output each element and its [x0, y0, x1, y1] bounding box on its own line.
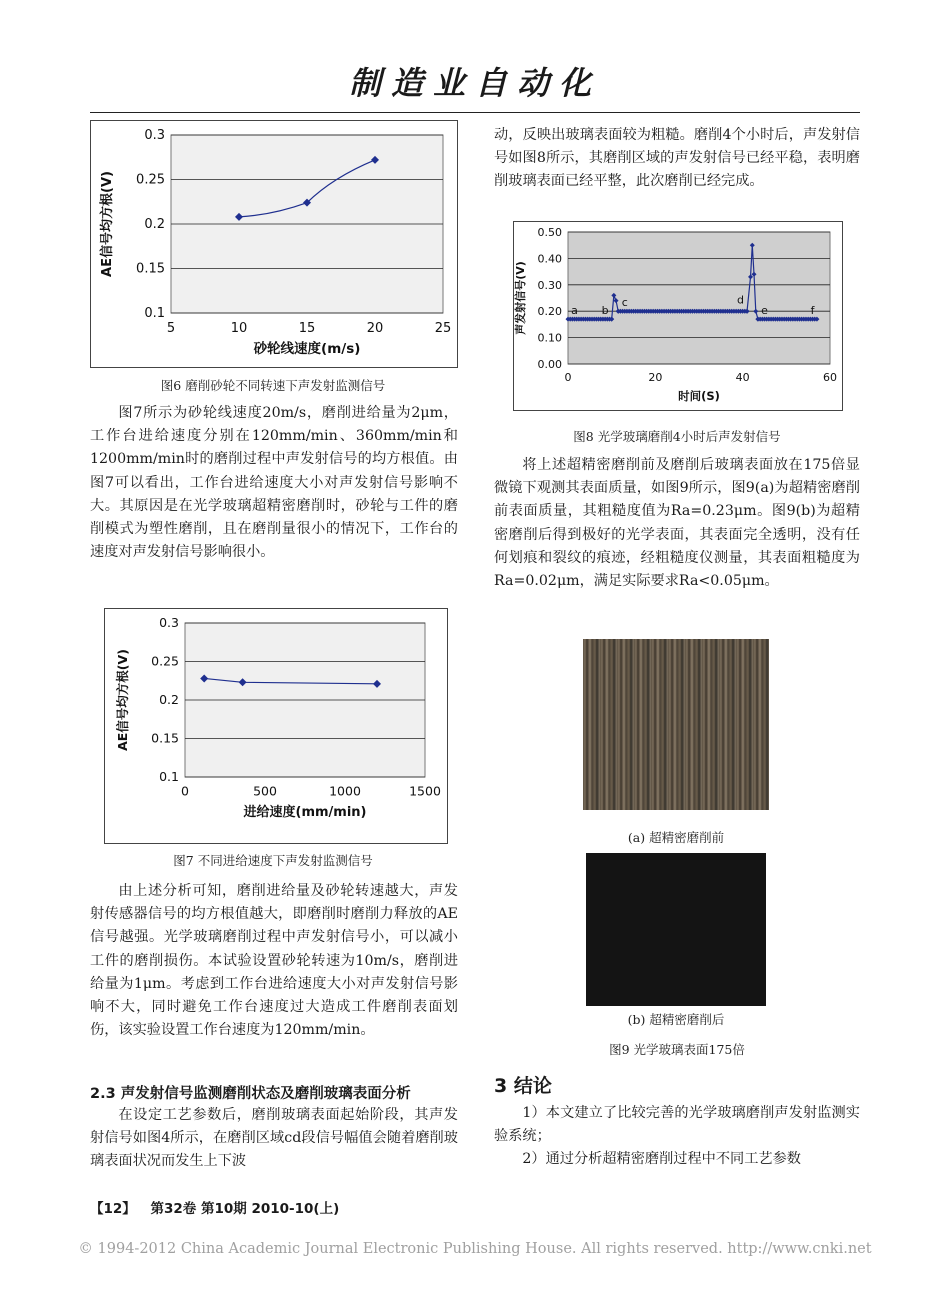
y-tick-label: 0.40	[537, 252, 562, 266]
x-tick-label: 40	[735, 371, 750, 384]
y-tick-label: 0.15	[151, 730, 179, 746]
figure8-chart	[513, 221, 843, 411]
figure9-sub-b: (b) 超精密磨削后	[627, 1012, 725, 1027]
plot-area	[568, 232, 830, 364]
conclusion-2: 2）通过分析超精密磨削过程中不同工艺参数	[522, 1151, 801, 1167]
y-tick-label: 0.50	[537, 226, 562, 239]
y-tick-label: 0.25	[151, 653, 179, 669]
figure9-sub-a: (a) 超精密磨削前	[627, 830, 725, 845]
point-label-b: b	[601, 303, 609, 317]
y-axis-label: AE信号均方根(V)	[115, 649, 130, 751]
y-tick-label: 0.2	[144, 217, 165, 232]
figure6-chart	[90, 120, 458, 368]
figure7-caption: 图7 不同进给速度下声发射监测信号	[173, 853, 373, 868]
left-paragraph-2: 由上述分析可知，磨削进给量及砂轮转速越大，声发射传感器信号的均方根值越大，即磨削时磨削力释放的AE信号越强。光学玻璃磨削过程中声发射信号小，可以减小工件的磨削损伤。本试验设置砂轮转速为10m/s，磨削进给量为1μm。考虑到工作台进给速度大小对声发射信号影响不大，同时避免工作台速度过大造成工件磨削表面划伤，该实验设置工作台速度为120mm/min。	[90, 883, 458, 1039]
y-axis-label: AE信号均方根(V)	[100, 171, 115, 277]
y-tick-label: 0.10	[537, 331, 562, 345]
x-tick-label: 1500	[409, 783, 441, 799]
figure6-svg	[91, 121, 457, 367]
y-axis-label: 声发射信号(V)	[514, 261, 527, 335]
journal-masthead: 制造业自动化	[348, 64, 601, 102]
left-paragraph-3: 在设定工艺参数后，磨削玻璃表面起始阶段，其声发射信号如图4所示，在磨削区域cd段信号幅值会随着磨削玻璃表面状况而发生上下波	[90, 1107, 458, 1170]
y-tick-label: 0.3	[144, 128, 165, 143]
y-tick-label: 0.1	[159, 769, 179, 784]
figure8-caption: 图8 光学玻璃磨削4小时后声发射信号	[573, 429, 781, 444]
x-tick-label: 5	[166, 321, 176, 336]
figure9-caption: 图9 光学玻璃表面175倍	[609, 1042, 745, 1057]
left-paragraph-1: 图7所示为砂轮线速度20m/s，磨削进给量为2μm，工作台进给速度分别在120mm/min、360mm/min和1200mm/min时的磨削过程中声发射信号的均方根值。由图7可以看出，工作台进给速度大小对声发射信号影响不大。其原因是在光学玻璃超精密磨削时，砂轮与工件的磨削模式为塑性磨削，且在磨削量很小的情况下，工作台的速度对声发射信号影响很小。	[90, 405, 458, 561]
x-tick-label: 1000	[329, 783, 361, 799]
issue-info: 第32卷 第10期 2010-10(上)	[150, 1201, 340, 1217]
y-tick-label: 0.2	[159, 692, 179, 707]
x-tick-label: 20	[648, 371, 663, 384]
y-tick-label: 0.00	[537, 358, 562, 371]
x-axis-label: 进给速度(mm/min)	[243, 805, 367, 820]
y-tick-label: 0.15	[136, 261, 165, 277]
x-tick-label: 10	[230, 321, 248, 336]
right-paragraph-2: 将上述超精密磨削前及磨削后玻璃表面放在175倍显微镜下观测其表面质量，如图9所示，图9(a)为超精密磨削前表面质量，其粗糙度值为Ra=0.23μm。图9(b)为超精密磨削后得到极好的光学表面，其表面完全透明，没有任何划痕和裂纹的痕迹，经粗糙度仪测量，其表面粗糙度为Ra=0.02μm，满足实际要求Ra<0.05μm。	[494, 457, 860, 590]
x-tick-label: 0	[564, 371, 572, 384]
figure7-svg	[105, 609, 447, 843]
point-label-a: a	[571, 303, 578, 317]
x-tick-label: 500	[253, 783, 277, 799]
figure6-caption: 图6 磨削砂轮不同转速下声发射监测信号	[160, 378, 386, 393]
x-tick-label: 25	[434, 321, 452, 336]
y-tick-label: 0.3	[159, 615, 179, 630]
point-label-e: e	[761, 303, 768, 317]
x-tick-label: 60	[823, 371, 837, 384]
copyright-notice: © 1994-2012 China Academic Journal Electronic Publishing House. All rights reserved. http://www.cnki.net	[78, 1241, 872, 1257]
section-heading-3: 3 结论	[494, 1075, 552, 1097]
y-tick-label: 0.1	[144, 306, 165, 321]
x-axis-label: 砂轮线速度(m/s)	[253, 341, 361, 357]
section-heading-2-3: 2.3 声发射信号监测磨削状态及磨削玻璃表面分析	[90, 1086, 411, 1102]
point-label-d: d	[736, 293, 744, 307]
y-tick-label: 0.25	[136, 172, 165, 188]
right-paragraph-1: 动，反映出玻璃表面较为粗糙。磨削4个小时后，声发射信号如图8所示，其磨削区域的声发射信号已经平稳，表明磨削玻璃表面已经平整，此次磨削已经完成。	[494, 127, 860, 190]
figure8-svg	[514, 222, 842, 410]
conclusion-1: 1）本文建立了比较完善的光学玻璃磨削声发射监测实验系统；	[494, 1105, 860, 1145]
y-tick-label: 0.30	[537, 278, 562, 292]
figure7-chart	[104, 608, 448, 844]
surface-photo-after	[586, 853, 766, 1006]
point-label-f: f	[810, 303, 815, 317]
page-footer	[90, 1197, 490, 1217]
x-axis-label: 时间(S)	[678, 389, 720, 403]
surface-photo-before	[583, 639, 769, 810]
x-tick-label: 15	[298, 321, 316, 336]
y-tick-label: 0.20	[537, 305, 562, 319]
header-rule	[90, 112, 860, 113]
x-tick-label: 0	[181, 783, 189, 799]
point-label-c: c	[621, 295, 628, 309]
page-number: 【12】	[90, 1201, 136, 1217]
x-tick-label: 20	[366, 321, 384, 336]
